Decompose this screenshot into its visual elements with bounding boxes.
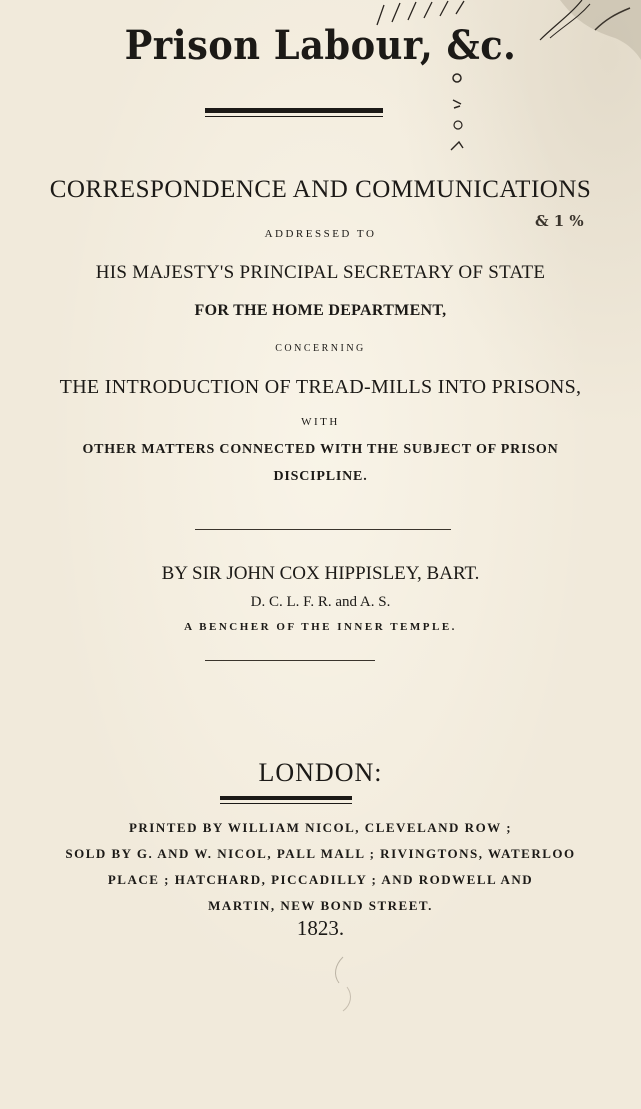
margin-ink-marks	[445, 70, 485, 170]
author-degrees: D. C. L. F. R. and A. S.	[250, 594, 391, 610]
place-rule-thin	[220, 803, 352, 804]
subject-line: THE INTRODUCTION OF TREAD-MILLS INTO PRISONS,	[59, 376, 582, 398]
publication-year: 1823.	[296, 916, 345, 940]
concerning-label: CONCERNING	[275, 343, 366, 354]
author-role: A BENCHER OF THE INNER TEMPLE.	[184, 621, 457, 633]
imprint-line-2: SOLD BY G. AND W. NICOL, PALL MALL ; RIVINGTONS, WATERLOO	[65, 846, 576, 861]
small-rule	[205, 660, 375, 661]
heading: CORRESPONDENCE AND COMMUNICATIONS	[49, 176, 592, 203]
pencil-mark	[325, 955, 365, 1015]
author-line: BY SIR JOHN COX HIPPISLEY, BART.	[161, 563, 480, 584]
place-rule	[220, 796, 352, 800]
place-label: LONDON:	[258, 758, 383, 787]
other-matters-line-1: OTHER MATTERS CONNECTED WITH THE SUBJECT OF PRISON	[82, 442, 559, 457]
margin-marks: & 1 %	[535, 212, 584, 230]
title-rule	[205, 108, 383, 113]
with-label: WITH	[301, 416, 340, 428]
addressed-to-label: ADDRESSED TO	[264, 228, 377, 240]
other-matters-line-2: DISCIPLINE.	[273, 469, 368, 484]
imprint-line-4: MARTIN, NEW BOND STREET.	[208, 898, 433, 913]
recipient-line-1: HIS MAJESTY'S PRINCIPAL SECRETARY OF STATE	[95, 262, 546, 283]
section-rule	[195, 529, 451, 530]
recipient-line-2: FOR THE HOME DEPARTMENT,	[194, 302, 447, 319]
page-title: Prison Labour, &c.	[124, 22, 517, 69]
title-rule-thin	[205, 116, 383, 117]
imprint-line-1: PRINTED BY WILLIAM NICOL, CLEVELAND ROW ;	[128, 820, 513, 835]
imprint-line-3: PLACE ; HATCHARD, PICCADILLY ; AND RODWELL AND	[107, 872, 534, 887]
